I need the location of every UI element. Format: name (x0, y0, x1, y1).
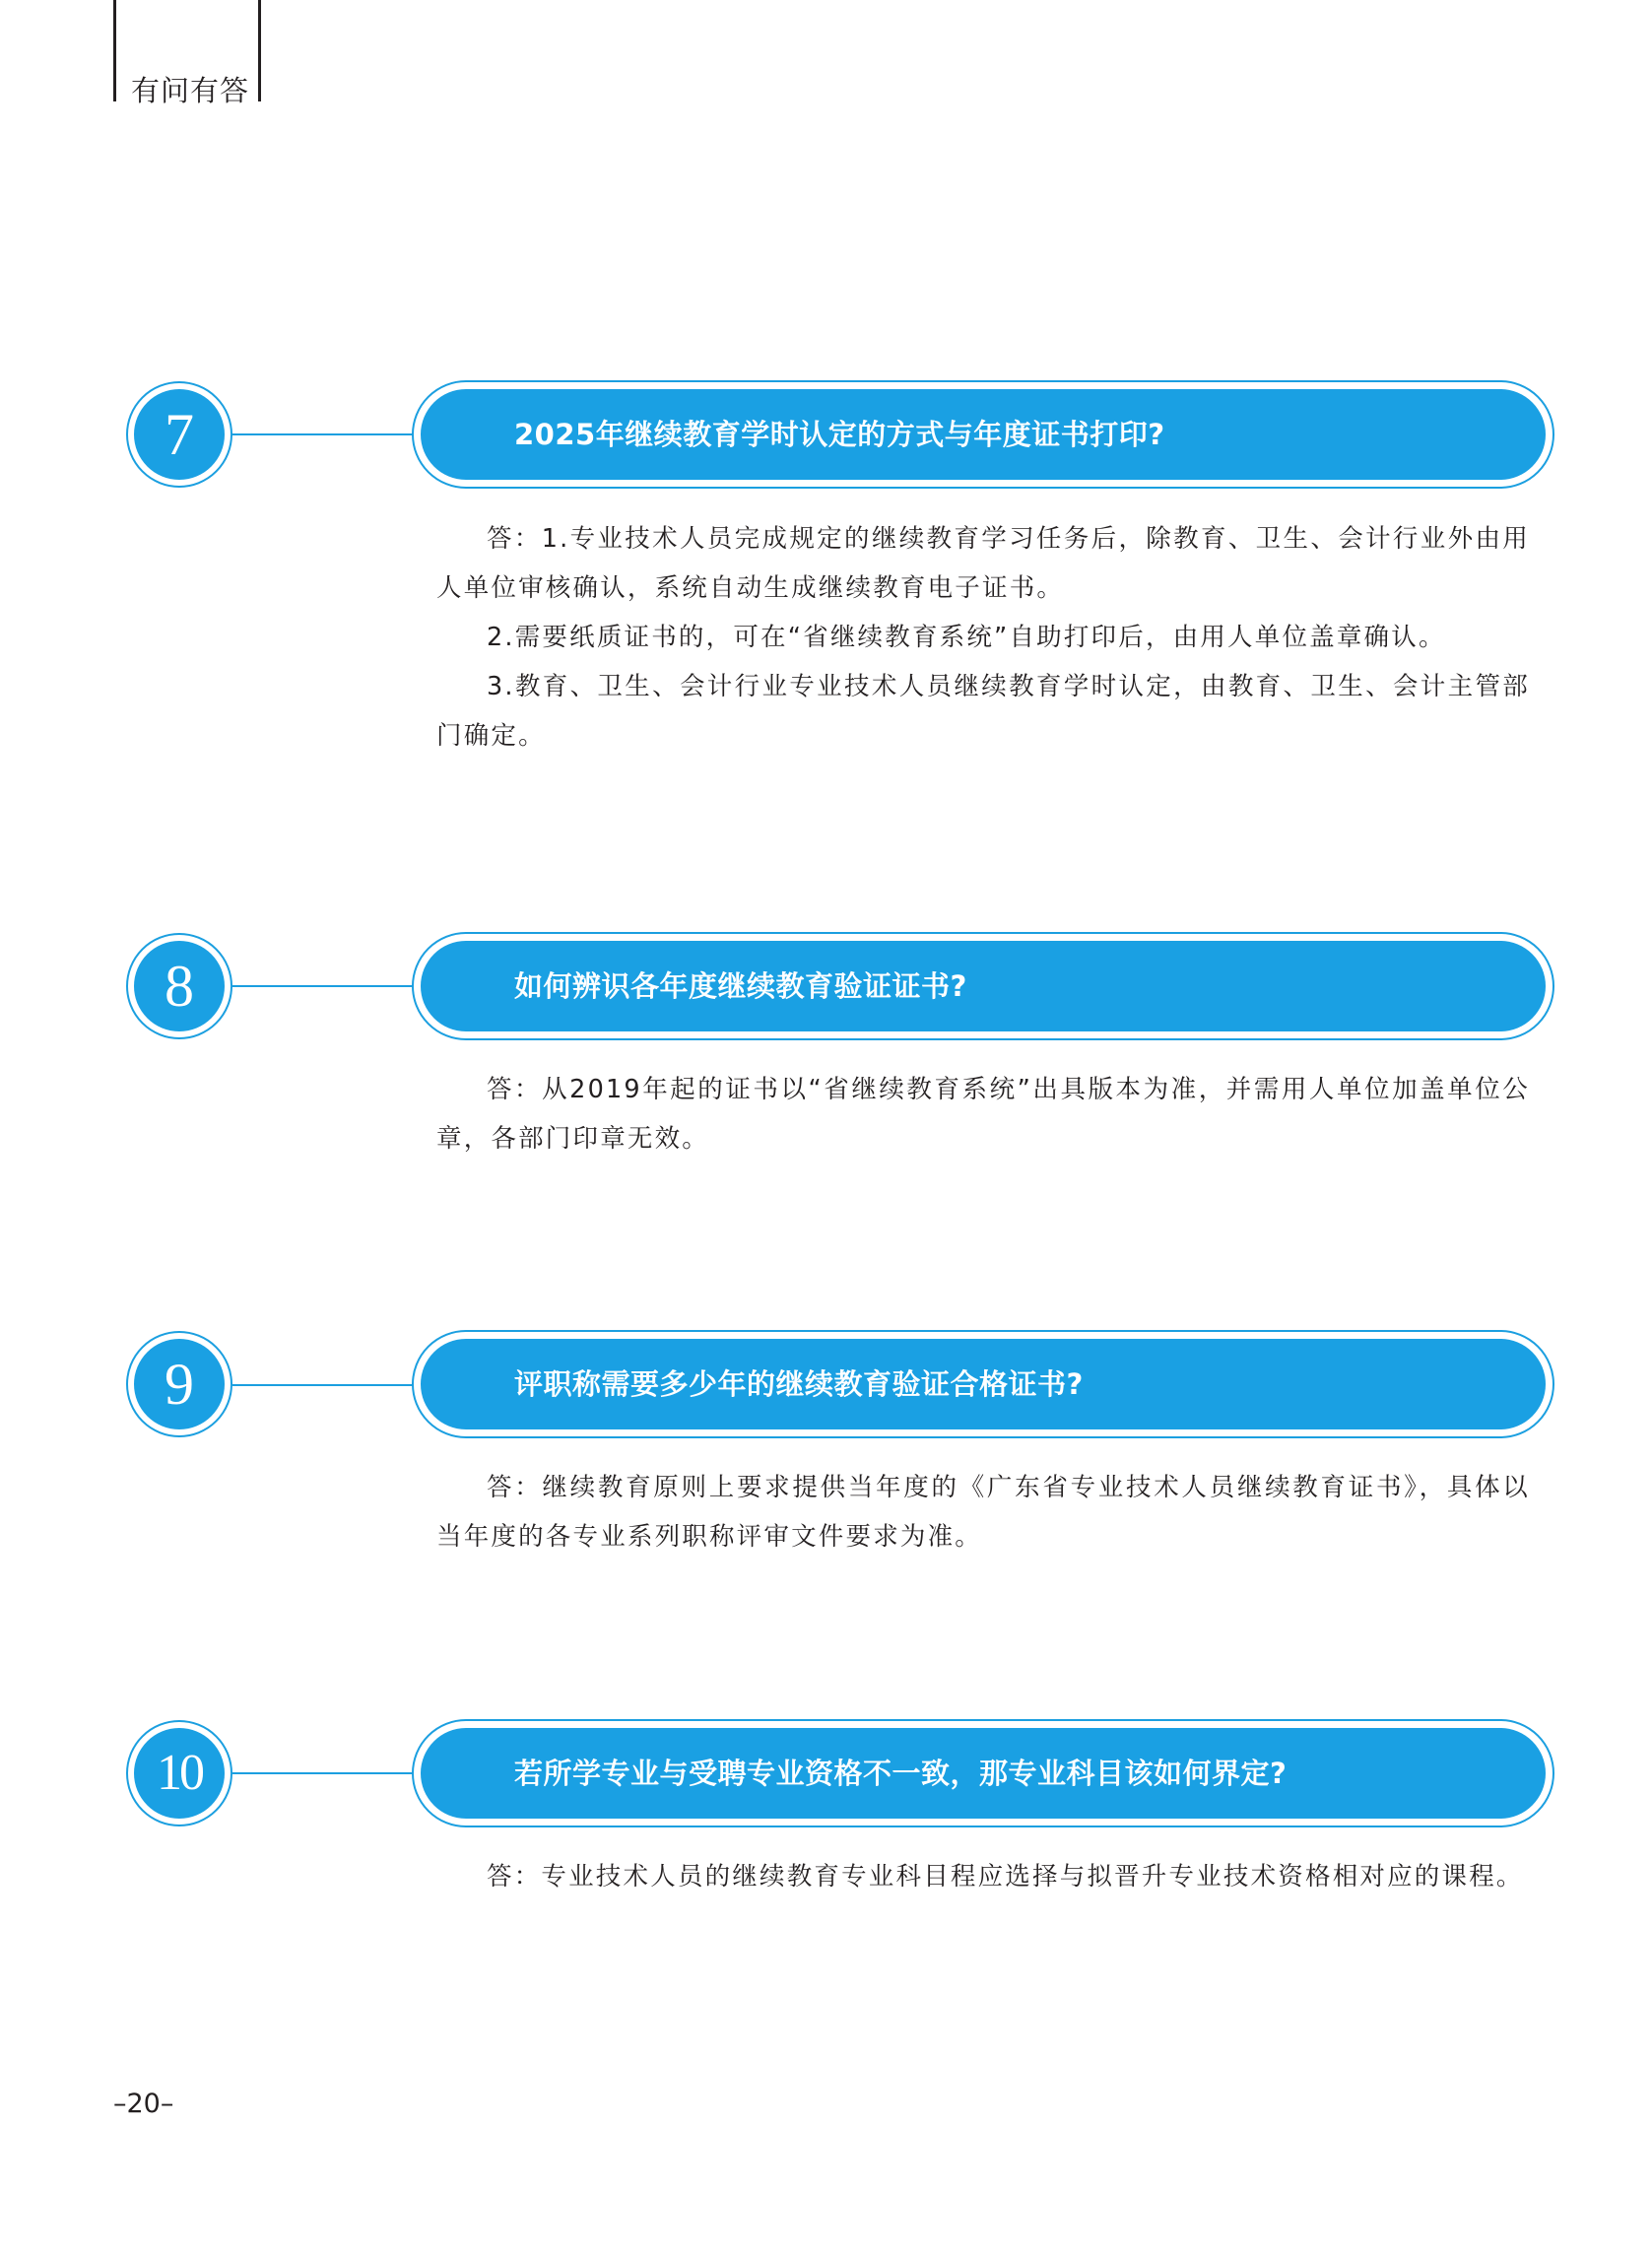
answer-text (436, 1463, 1530, 1561)
question-number-badge (126, 1720, 232, 1826)
question-title: 2025年继续教育学时认定的方式与年度证书打印? (421, 389, 1546, 480)
question-title-pill (412, 1719, 1554, 1827)
answer-paragraph: 答：专业技术人员的继续教育专业科目程应选择与拟晋升专业技术资格相对应的课程。 (487, 1862, 1524, 1892)
answer-paragraph: 答：继续教育原则上要求提供当年度的《广东省专业技术人员继续教育证书》，具体以当年度的各专业系列职称评审文件要求为准。 (436, 1473, 1530, 1552)
question-title-pill (412, 932, 1554, 1040)
question-title: 评职称需要多少年的继续教育验证合格证书? (421, 1339, 1546, 1429)
question-number: 10 (134, 1728, 225, 1819)
question-number: 8 (134, 941, 225, 1031)
question-title: 若所学专业与受聘专业资格不一致，那专业科目该如何界定? (421, 1728, 1546, 1819)
answer-text (436, 514, 1530, 761)
question-number-badge (126, 1331, 232, 1437)
answer-paragraph: 2.需要纸质证书的，可在“省继续教育系统”自助打印后，由用人单位盖章确认。 (487, 623, 1446, 652)
connector-line (232, 1772, 414, 1774)
question-number: 7 (134, 389, 225, 480)
question-title: 如何辨识各年度继续教育验证证书? (421, 941, 1546, 1031)
answer-paragraph: 答：从2019年起的证书以“省继续教育系统”出具版本为准，并需用人单位加盖单位公章，各部门印章无效。 (436, 1075, 1530, 1154)
answer-paragraph: 答：1.专业技术人员完成规定的继续教育学习任务后，除教育、卫生、会计行业外由用人单位审核确认，系统自动生成继续教育电子证书。 (436, 524, 1530, 603)
question-number-badge (126, 381, 232, 488)
page-number: –20– (113, 2089, 174, 2119)
answer-text (436, 1065, 1530, 1163)
question-number-badge (126, 933, 232, 1039)
section-title: 有问有答 (131, 74, 250, 107)
answer-text (436, 1852, 1530, 1901)
question-title-pill (412, 380, 1554, 489)
question-number: 9 (134, 1339, 225, 1429)
answer-paragraph: 3.教育、卫生、会计行业专业技术人员继续教育学时认定，由教育、卫生、会计主管部门确定。 (436, 672, 1530, 751)
connector-line (232, 985, 414, 987)
connector-line (232, 1384, 414, 1386)
question-title-pill (412, 1330, 1554, 1438)
connector-line (232, 433, 414, 435)
